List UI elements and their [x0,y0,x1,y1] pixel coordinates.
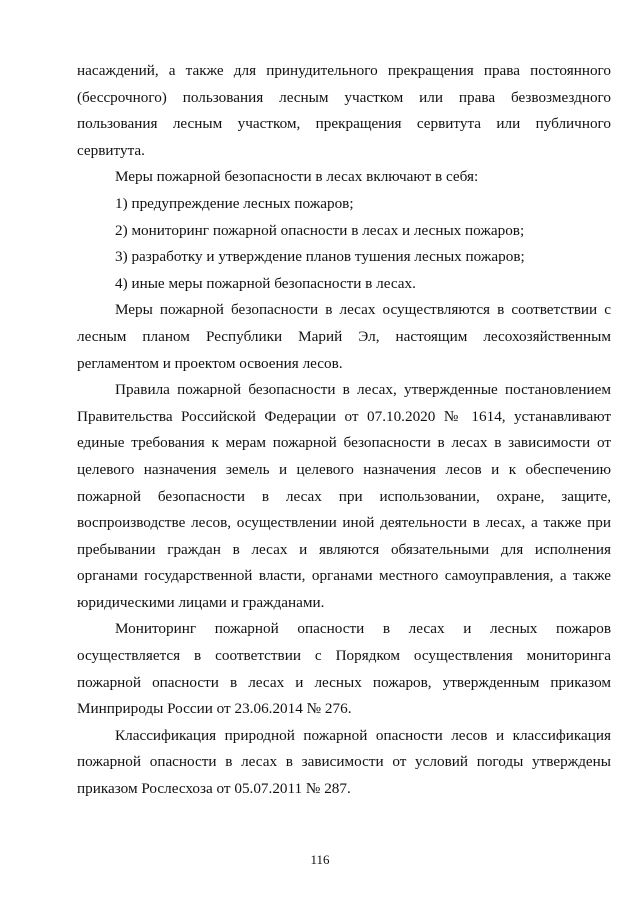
paragraph-fire-measures-basis: Меры пожарной безопасности в лесах осуществляются в соответствии с лесным планом Республики Марий Эл, настоящим лесохозяйственным регламентом и проектом освоения лесов. [77,301,611,372]
list-item-4: 4) иные меры пожарной безопасности в лесах. [115,274,416,292]
paragraph-fire-measures-intro: Меры пожарной безопасности в лесах включают в себя: [115,168,479,186]
list-item-3: 3) разработку и утверждение планов тушения лесных пожаров; [115,248,525,266]
list-item-2: 2) мониторинг пожарной опасности в лесах и лесных пожаров; [115,221,525,239]
paragraph-fire-safety-rules: Правила пожарной безопасности в лесах, утвержденные постановлением Правительства Российской Федерации от 07.10.2020 № 1614, устанавливают единые требования к мерам пожарной безопасности в лесах в зависимости от целевого назначения земель и целевого назначения лесов и к обеспечению пожарной безопасности в лесах при использовании, охране, защите, воспроизводстве лесов, осуществлении иной деятельности в лесах, а также при пребывании граждан в лесах и являются обязательными для исполнения органами государственной власти, органами местного самоуправления, а также юридическими лицами и гражданами. [77,381,611,611]
list-item-1: 1) предупреждение лесных пожаров; [115,194,354,212]
paragraph-monitoring: Мониторинг пожарной опасности в лесах и лесных пожаров осуществляется в соответствии с Порядком осуществления мониторинга пожарной опасности в лесах и лесных пожаров, утвержденным приказом Минприроды России от 23.06.2014 № 276. [77,620,611,718]
document-body [77,58,611,803]
paragraph-continuation: насаждений, а также для принудительного прекращения права постоянного (бессрочного) пользования лесным участком или права безвозмездного пользования лесным участком, прекращения сервитута или публичного сервитута. [77,62,611,159]
paragraph-classification: Классификация природной пожарной опасности лесов и классификация пожарной опасности в лесах в зависимости от условий погоды утверждены приказом Рослесхоза от 05.07.2011 № 287. [77,726,611,798]
page-number: 116 [310,852,330,867]
